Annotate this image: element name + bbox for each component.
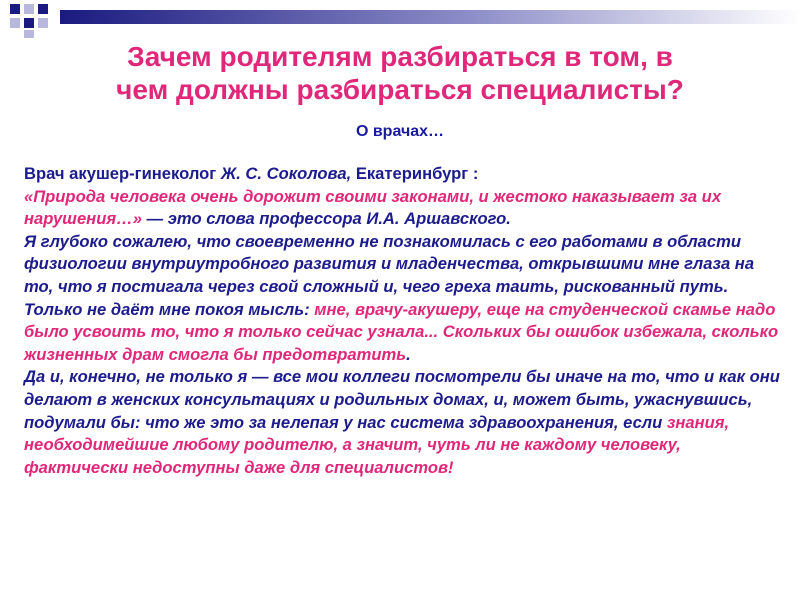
decor-square	[10, 18, 20, 28]
subtitle: О врачах…	[355, 123, 445, 140]
paragraph-3: Да и, конечно, не только я — все мои коллеги посмотрели бы иначе на то, что и как они делают в женских консультациях и родильных домах, и, может быть, ужаснувшись, подумали бы: что же это за нелепая у нас система здравоохранения, если	[24, 367, 780, 432]
quote: «Природа человека очень дорожит своими законами, и жестоко наказывает за их нарушения…»	[24, 186, 722, 229]
author-name: Ж. С. Соколова,	[220, 164, 352, 183]
slide-body	[24, 163, 784, 479]
header-decoration	[0, 0, 800, 40]
author-city: Екатеринбург :	[351, 164, 479, 183]
decor-square	[24, 30, 34, 38]
decor-square	[24, 18, 34, 28]
decor-square	[10, 4, 20, 14]
decor-bar	[60, 10, 800, 24]
decor-square	[38, 18, 48, 28]
paragraph-2-highlight: мне, врачу-акушеру, еще на студенческой скамье надо было усвоить то, что я только сейчас узнала... Скольких бы ошибок избежала, сколько жизненных драм смогла бы предотвратить	[24, 299, 779, 364]
paragraph-2-end: .	[406, 344, 411, 364]
quote-source: — это слова профессора И.А. Аршавского.	[141, 209, 511, 229]
decor-square	[24, 4, 34, 14]
author-prefix: Врач акушер-гинеколог	[24, 164, 221, 183]
paragraph-2: Я глубоко сожалею, что своевременно не познакомилась с его работами в области физиологии внутриутробного развития и младенчества, открывшими мне глаза на то, что я постигала через свой сложный и, чего греха таить, рискованный путь. Только не даёт мне покоя мысль:	[24, 231, 755, 319]
title-line-1: Зачем родителям разбираться в том, в	[127, 41, 673, 72]
paragraph-3-highlight: знания, необходимейшие любому родителю, а значит, чуть ли не каждому человеку, фактически недоступны даже для специалистов!	[24, 412, 730, 477]
page-title	[0, 40, 800, 106]
decor-square	[38, 4, 48, 14]
title-line-2: чем должны разбираться специалисты?	[116, 74, 684, 105]
